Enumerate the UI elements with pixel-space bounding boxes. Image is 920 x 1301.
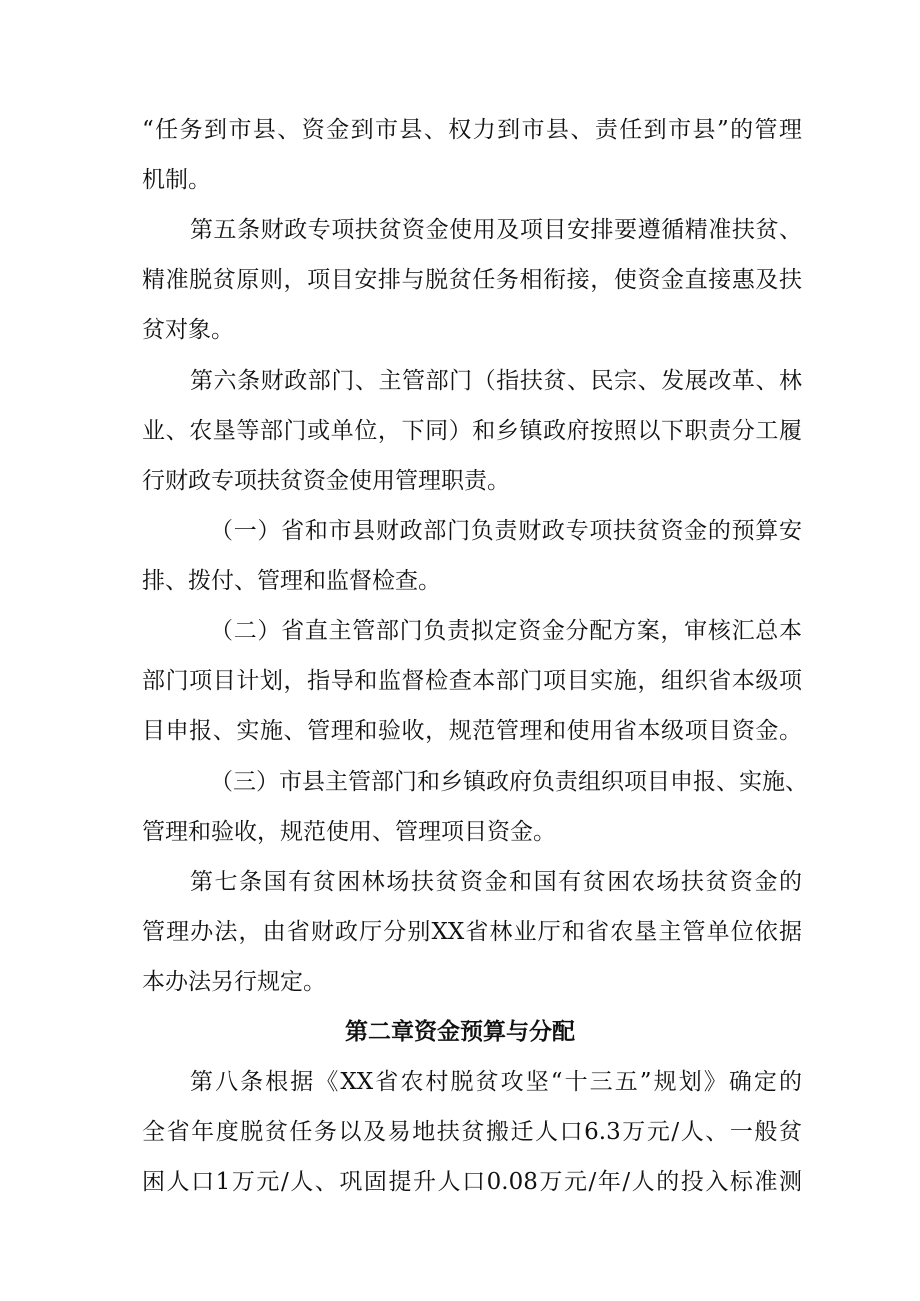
paragraph-line: 排、拨付、管理和监督检查。 — [142, 568, 441, 594]
paragraph-line: （二）省直主管部门负责拟定资金分配方案，审核汇总本 — [210, 618, 802, 644]
paragraph-line: “任务到市县、资金到市县、权力到市县、责任到市县”的管理 — [142, 117, 802, 143]
paragraph-line: 困人口1万元/人、巩固提升人口0.08万元/年/人的投入标准测 — [142, 1169, 802, 1195]
paragraph-line: （三）市县主管部门和乡镇政府负责组织项目申报、实施、 — [210, 769, 808, 795]
paragraph-line: （一）省和市县财政部门负责财政专项扶贫资金的预算安 — [210, 518, 802, 544]
paragraph-line: 目申报、实施、管理和验收，规范管理和使用省本级项目资金。 — [142, 718, 802, 744]
paragraph-line: 本办法另行规定。 — [142, 969, 326, 995]
paragraph-line: 精准脱贫原则，项目安排与脱贫任务相衔接，使资金直接惠及扶 — [142, 267, 802, 293]
paragraph-line: 全省年度脱贫任务以及易地扶贫搬迁人口6.3万元/人、一般贫 — [142, 1119, 802, 1145]
paragraph-line: 贫对象。 — [142, 317, 234, 343]
paragraph-line: 管理办法，由省财政厅分别XX省林业厅和省农垦主管单位依据 — [142, 919, 802, 945]
chapter-heading: 第二章资金预算与分配 — [345, 1019, 575, 1045]
paragraph-line: 行财政专项扶贫资金使用管理职责。 — [142, 468, 510, 494]
paragraph-line: 机制。 — [142, 167, 211, 193]
paragraph-line: 业、农垦等部门或单位，下同）和乡镇政府按照以下职责分工履 — [142, 418, 802, 444]
paragraph-line: 第五条财政专项扶贫资金使用及项目安排要遵循精准扶贫、 — [190, 217, 802, 243]
paragraph-line: 第八条根据《XX省农村脱贫攻坚“十三五”规划》确定的 — [190, 1069, 802, 1095]
paragraph-line: 第六条财政部门、主管部门（指扶贫、民宗、发展改革、林 — [190, 368, 802, 394]
paragraph-line: 部门项目计划，指导和监督检查本部门项目实施，组织省本级项 — [142, 668, 802, 694]
paragraph-line: 管理和验收，规范使用、管理项目资金。 — [142, 819, 556, 845]
paragraph-line: 第七条国有贫困林场扶贫资金和国有贫困农场扶贫资金的 — [190, 869, 802, 895]
